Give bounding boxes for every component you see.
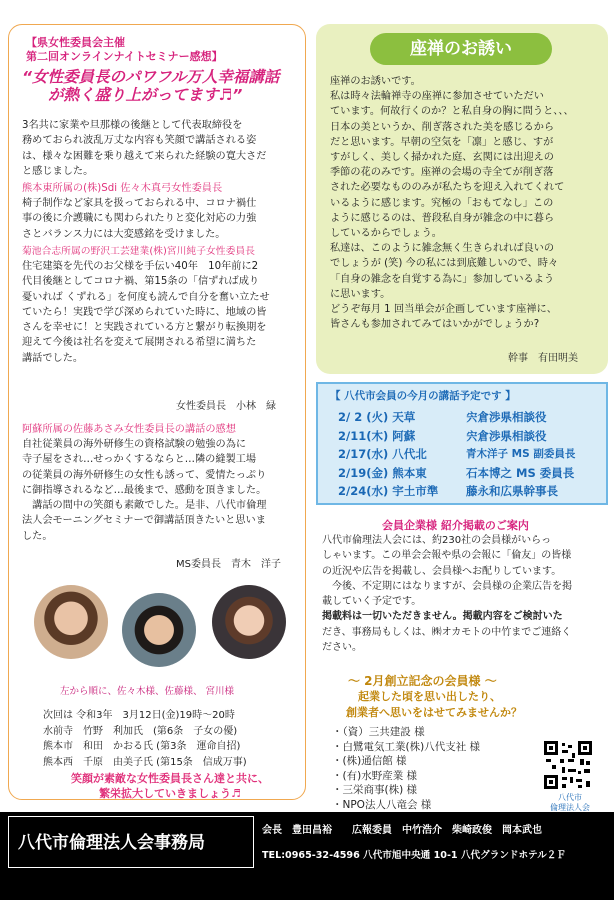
lecture-speaker: 藤永和広県幹事長 — [466, 484, 558, 498]
list-item: ・白鷺電気工業(株)八代支社 様 — [332, 740, 481, 753]
lecture-row — [338, 464, 604, 483]
photo-sato — [122, 593, 196, 667]
text-line: ださい。 — [322, 642, 362, 654]
lecture-speaker: 青木洋子 MS 副委員長 — [466, 448, 576, 460]
text-line: 日本の美というか、削ぎ落された美を感じるから — [330, 121, 555, 133]
text-line: 憂いれば くずれる」を何度も読んで自分を奮い立たせ — [22, 291, 270, 303]
text-line: 講話でした。 — [22, 352, 84, 364]
text-line: ように感じるのは、普段私自身が雑念の中に暮ら — [330, 212, 555, 224]
text-line: 代目後継としてコロナ禍、第15条の「信ずれば成り — [22, 276, 260, 288]
title-line-1: “女性委員長のパワフル万人幸福講話 — [22, 68, 280, 86]
lecture-date: 2/17(水) 八代北 — [338, 447, 427, 461]
text-line: した。 — [22, 530, 53, 542]
list-item: ・(有)水野産業 様 — [332, 769, 418, 782]
text-line: 「自身の雑念を自覚する為に」参加しているよう — [330, 273, 555, 285]
list-item: ・（資）三共建設 様 — [332, 726, 425, 738]
text-line: 季節の花のみです。座禅の会場の寺全てが削ぎ落 — [330, 167, 554, 179]
text-line: どうぞ毎月 1 回当単会が企画しています座禅に、 — [330, 304, 557, 316]
text-line: だき、事務局もしくは、㈱オカモトの中竹までご連絡く — [322, 626, 572, 638]
text-line: は、様々な困難を乗り越えて来られた経験の寛大さだ — [22, 150, 267, 162]
lecture-date: 2/24(水) 宇土市準 — [338, 484, 439, 498]
text-line: 皆さんも参加されてみてはいかがでしょうか? — [330, 319, 540, 331]
lecture-date: 2/11(木) 阿蘇 — [338, 428, 416, 443]
text-line: いるように感じます。究極の「おもてなし」この — [330, 197, 554, 209]
footer-officers: 会長 豊田昌裕 広報委員 中竹浩介 柴崎政俊 岡本武也 — [262, 825, 542, 836]
text-line: でしょうが (笑) 今の私には到底難しいので、時々 — [330, 258, 559, 270]
text-line: すがしく、美しく掃かれた庭、玄関には出迎えの — [330, 152, 554, 164]
list-item: ・三栄商事(株) 様 — [332, 784, 418, 796]
text-line: の近況や広告を掲載し、会員様へお配りしています。 — [322, 565, 562, 577]
anniversary-sub-1: 起業した頃を思い出したり、 — [358, 690, 501, 703]
article-intro — [22, 118, 300, 179]
text-line: 事の後に介護職にも関わられたりと変化対応の力強 — [22, 213, 257, 225]
section-body-miyagawa — [22, 259, 302, 366]
zazen-signature: 幹事 有田明美 — [508, 353, 578, 364]
qr-code-icon — [544, 741, 592, 789]
text-line: ています。何故行くのか？と私自身の胸に問うと、、、 — [330, 106, 574, 118]
text-line: 八代市倫理法人会には、約230社の会員様がいらっ — [322, 535, 552, 546]
text-line: 3名共に家業や旦那様の後継として代表取締役を — [22, 120, 243, 131]
lecture-row — [338, 408, 604, 427]
corporate-title: 会員企業様 紹介掲載のご案内 — [382, 519, 529, 532]
text-line: に思います。 — [330, 288, 391, 300]
text-line: 迎えて今後は社名を変えて展開される希望に満ちた — [22, 337, 257, 349]
lecture-row — [338, 445, 604, 464]
corporate-body — [322, 533, 608, 655]
next-session-line: 次回は 令和3年 3月12日(金)19時〜20時 — [43, 710, 235, 721]
next-session-line: 熊本市 和田 かおる氏 (第3条 運命自招) — [43, 741, 241, 752]
text-line: 椅子制作など家具を扱っておられる中、コロナ禍仕 — [22, 198, 257, 209]
title-line-2: が熱く盛り上がってます♬” — [48, 86, 243, 104]
lecture-list — [338, 408, 604, 501]
qr-label-line-1: 八代市 — [558, 793, 582, 802]
lecture-header: 【 八代市会員の今月の講話予定です 】 — [330, 390, 516, 402]
text-line: しゃいます。この単会会報や県の会報に「倫友」の皆様 — [322, 550, 572, 562]
lecture-date: 2/19(金) 熊本東 — [338, 465, 427, 480]
section-heading-sasaki: 熊本東所属の(株)Sdi 佐々木真弓女性委員長 — [22, 183, 223, 194]
text-line: 務めておられ波乱万丈な内容も笑顔で講話される姿 — [22, 135, 257, 147]
lecture-row — [338, 482, 604, 501]
footer-contact: TEL:0965-32-4596 八代市旭中央通 10-1 八代グランドホテル２Ｆ — [262, 850, 566, 861]
lecture-speaker: 石本博之 MS 委員長 — [466, 465, 575, 480]
closing-line-1: 笑顔が素敵な女性委員長さん達と共に、 — [71, 772, 269, 785]
text-line: された必要なもののみが私たちを迎え入れてくれて — [330, 182, 565, 194]
text-line: 私は時々法輪禅寺の座禅に参加させていただい — [330, 91, 544, 103]
text-line: だと思います。早朝の空気を「凛」と感じ、すが — [330, 136, 554, 148]
closing-line-2: 繁栄拡大していきましょう♬ — [99, 787, 241, 800]
article-title — [22, 68, 300, 104]
text-line: 法人会モーニングセミナーで御講話頂きたいと思いま — [22, 515, 266, 527]
signature-aoki: MS委員長 青木 洋子 — [176, 559, 281, 570]
header-line-1: 【県女性委員会主催 — [26, 36, 125, 49]
text-line: 寺子屋をされ…せっかくするならと…隣の縫製工場 — [22, 454, 257, 466]
text-line: しているからでしょう。 — [330, 228, 442, 240]
next-session-line: 熊本西 千原 由美子氏 (第15条 信成万事) — [43, 756, 247, 768]
text-line: と感じました。 — [22, 165, 94, 177]
photo-miyagawa — [212, 585, 286, 659]
footer-org-name: 八代市倫理法人会事務局 — [18, 833, 205, 853]
text-line: さんを幸せに！と実践されている方と繋がり転換期を — [22, 322, 267, 334]
qr-label-line-2: 倫理法人会 — [550, 803, 590, 812]
text-line: 座禅のお誘いです。 — [330, 76, 421, 87]
lecture-row — [338, 427, 604, 446]
signature-kobayashi: 女性委員長 小林 緑 — [176, 401, 276, 412]
photo-caption: 左から順に、佐々木様、佐藤様、 宮川様 — [60, 686, 235, 697]
section-heading-miyagawa: 菊池合志所属の野沢工芸建業(株)宮川純子女性委員長 — [22, 246, 255, 257]
text-line: ていたら！実践で学び深められていた時に、地域の皆 — [22, 306, 267, 318]
article-header — [26, 36, 223, 64]
lecture-speaker: 宍倉渉県相談役 — [466, 428, 547, 443]
text-line: 私達は、このように雑念無く生きられれば良いの — [330, 243, 555, 255]
text-line: 載していく予定です。 — [322, 596, 422, 608]
text-line: に御指導されるなど…最後まで、感動を頂きました。 — [22, 484, 267, 496]
text-line: の従業員の海外研修生の女性も誘って、愛情たっぷり — [22, 469, 267, 481]
list-item: ・NPO法人八竜会 様 — [332, 798, 432, 811]
section-body-sasaki — [22, 196, 300, 242]
next-session-line: 水前寺 竹野 利加氏 (第6条 子女の優) — [43, 725, 238, 737]
section-body-sato — [22, 437, 302, 544]
text-line: さとバランス力には大変感銘を受けました。 — [22, 228, 226, 240]
text-line: 掲載料は一切いただきません。掲載内容をご検討いた — [322, 611, 563, 623]
list-item: ・(株)通信館 様 — [332, 755, 407, 767]
header-line-2: 第二回オンラインナイトセミナー感想】 — [26, 50, 223, 63]
lecture-date: 2/ 2 (火) 天草 — [338, 410, 416, 424]
anniversary-sub-2: 創業者へ思いをはせてみませんか？ — [346, 706, 522, 719]
section-heading-sato: 阿蘇所属の佐藤あさみ女性委員長の講話の感想 — [22, 424, 236, 435]
closing-message — [40, 771, 300, 801]
text-line: 講話の間中の笑顔も素敵でした。是非、八代市倫理 — [22, 500, 267, 512]
zazen-body — [330, 74, 604, 332]
text-line: 今後、不定期にはなりますが、会員様の企業広告を掲 — [322, 580, 572, 592]
anniversary-title: ～ 2月創立記念の会員様 ～ — [348, 674, 497, 688]
qr-label — [546, 793, 594, 813]
text-line: 住宅建築を先代のお父様を手伝い40年 10年前に2 — [22, 261, 259, 272]
lecture-speaker: 宍倉渉県相談役 — [466, 410, 547, 424]
zazen-title: 座禅のお誘い — [370, 33, 552, 65]
photo-sasaki — [34, 585, 108, 659]
text-line: 自社従業員の海外研修生の資格試験の勉強の為に — [22, 439, 247, 450]
